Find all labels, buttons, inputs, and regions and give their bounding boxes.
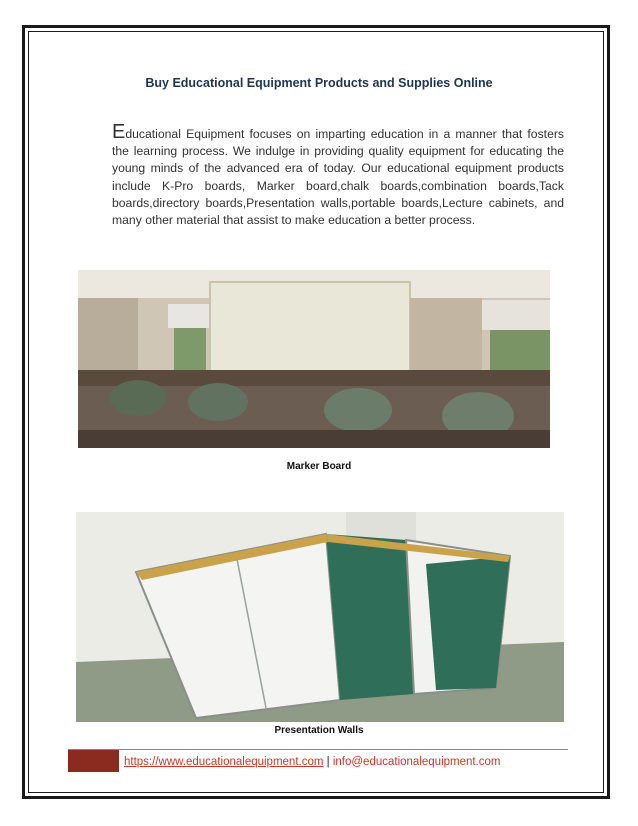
figure2-caption: Presentation Walls [274,725,364,736]
footer-website-link[interactable]: https://www.educationalequipment.com [124,756,324,768]
intro-paragraph [112,122,564,229]
footer-rule [68,749,568,750]
presentation-walls-illustration [76,512,564,722]
presentation-walls-photo [76,512,564,722]
page-title: Buy Educational Equipment Products and Supplies Online [145,76,493,90]
marker-board-photo [78,270,550,448]
figure1-caption: Marker Board [286,461,352,472]
footer-email[interactable]: info@educationalequipment.com [332,756,501,768]
footer-accent-block [68,750,119,772]
footer-separator: | [323,756,333,768]
footer [124,756,501,768]
drop-cap: E [112,121,126,143]
classroom-illustration [78,270,550,448]
paragraph-text: ducational Equipment focuses on imparting education in a manner that fosters the learning process. We indulge in providing quality equipment for educating the young minds of the advanced era of today. Our educational equipment products include K-Pro boards, Marker board,chalk boards,combination boards,Tack boards,directory boards,Presentation walls,portable boards,Lecture cabinets, and many other material that assist to make education a better process. [112,127,564,228]
